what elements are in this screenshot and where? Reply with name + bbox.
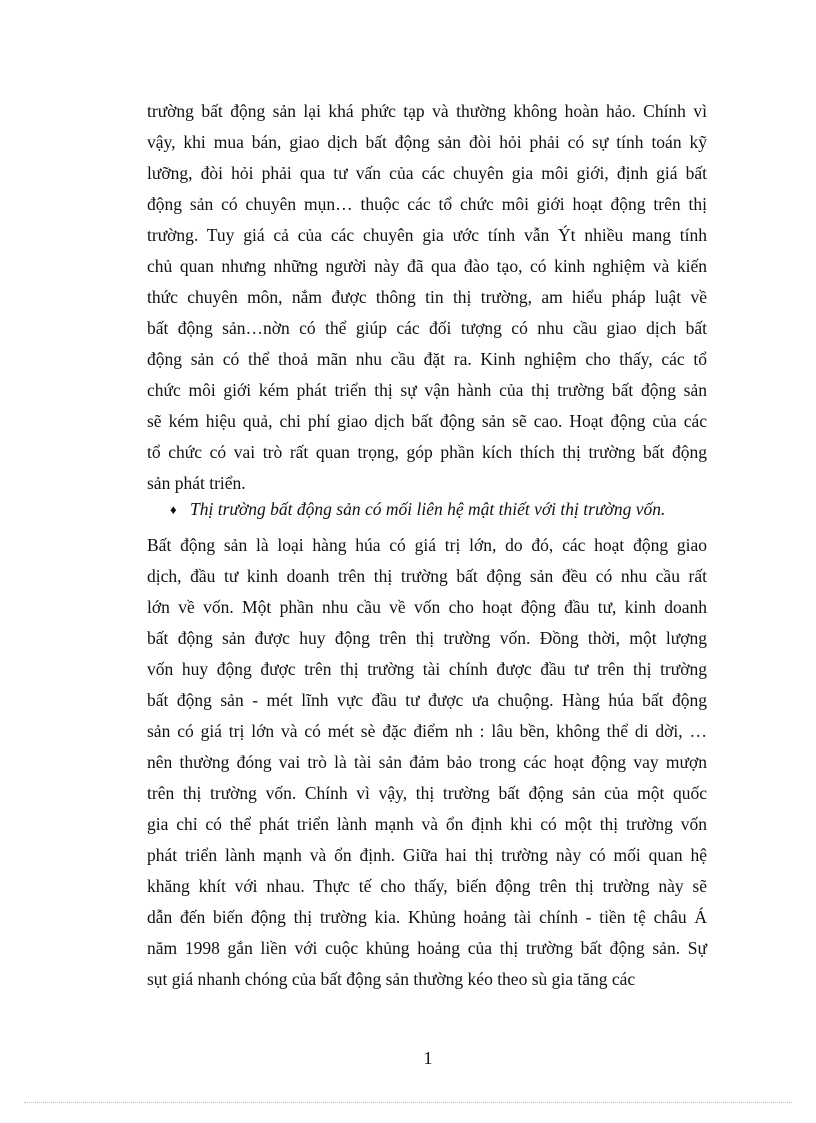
text-line: nên thường đóng vai trò là tài sản đảm bảo trong các hoạt động vay mượn — [147, 752, 707, 772]
paragraph-capital-market — [147, 530, 707, 995]
text-line: trường. Tuy giá cả của các chuyên gia ước tính vẫn Ýt nhiều mang tính — [147, 225, 707, 245]
text-line: thức chuyên môn, nắm được thông tin thị trường, am hiểu pháp luật về — [147, 287, 707, 307]
text-line: lớn về vốn. Một phần nhu cầu về vốn cho hoạt động đầu tư, kinh doanh — [147, 597, 707, 617]
text-line: dịch, đầu tư kinh doanh trên thị trường bất động sản đều có nhu cầu rất — [147, 566, 707, 586]
text-line: sụt giá nhanh chóng của bất động sản thường kéo theo sù gia tăng các — [147, 969, 636, 989]
text-line: dẫn đến biến động thị trường kia. Khủng hoảng tài chính - tiền tệ châu Á — [147, 907, 707, 927]
text-line: sản phát triển. — [147, 473, 246, 493]
text-line: khăng khít với nhau. Thực tế cho thấy, biến động trên thị trường này sẽ — [147, 876, 707, 896]
text-line: Bất động sản là loại hàng húa có giá trị lớn, do đó, các hoạt động giao — [147, 535, 707, 555]
text-line: sản có giá trị lớn và có mét sè đặc điểm nh : lâu bền, không thể di dời, … — [147, 721, 707, 741]
text-line: chức môi giới kém phát triển thị sự vận hành của thị trường bất động sản — [147, 380, 707, 400]
text-line: tổ chức có vai trò rất quan trọng, góp phần kích thích thị trường bất động — [147, 442, 707, 462]
page-number: 1 — [423, 1048, 433, 1068]
bullet-heading-text: Thị trường bất động sản có mối liên hệ mật thiết với thị trường vốn. — [190, 499, 666, 519]
diamond-bullet-icon: ♦ — [170, 502, 177, 517]
text-line: chủ quan nhưng những người này đã qua đào tạo, có kinh nghiệm và kiến — [147, 256, 707, 276]
text-line: động sản có chuyên mụn… thuộc các tổ chức môi giới hoạt động trên thị — [147, 194, 707, 214]
text-line: vốn huy động được trên thị trường tài chính được đầu tư trên thị trường — [147, 659, 707, 679]
text-line: gia chỉ có thể phát triển lành mạnh và ổn định khi có một thị trường vốn — [147, 814, 707, 834]
text-line: bất động sản…nờn có thể giúp các đối tượng có nhu cầu giao dịch bất — [147, 318, 707, 338]
text-line: trên thị trường vốn. Chính vì vậy, thị trường bất động sản của một quốc — [147, 783, 707, 803]
bullet-heading — [170, 494, 665, 525]
text-line: sẽ kém hiệu quả, chi phí giao dịch bất động sản sẽ cao. Hoạt động của các — [147, 411, 707, 431]
text-line: lưỡng, đòi hỏi phải qua tư vấn của các chuyên gia môi giới, định giá bất — [147, 163, 707, 183]
text-line: động sản có thể thoả mãn nhu cầu đặt ra. Kinh nghiệm cho thấy, các tổ — [147, 349, 707, 369]
paragraph-real-estate-brokerage — [147, 96, 707, 499]
text-line: phát triển lành mạnh và ổn định. Giữa hai thị trường này có mối quan hệ — [147, 845, 707, 865]
text-line: bất động sản - mét lĩnh vực đầu tư được ưa chuộng. Hàng húa bất động — [147, 690, 707, 710]
text-line: năm 1998 gắn liền với cuộc khủng hoảng của thị trường bất động sản. Sự — [147, 938, 707, 958]
text-line: trường bất động sản lại khá phức tạp và thường không hoàn hảo. Chính vì — [147, 101, 707, 121]
page-bottom-divider — [24, 1102, 792, 1103]
text-line: vậy, khi mua bán, giao dịch bất động sản đòi hỏi phải có sự tính toán kỹ — [147, 132, 707, 152]
text-line: bất động sản được huy động trên thị trường vốn. Đồng thời, một lượng — [147, 628, 707, 648]
